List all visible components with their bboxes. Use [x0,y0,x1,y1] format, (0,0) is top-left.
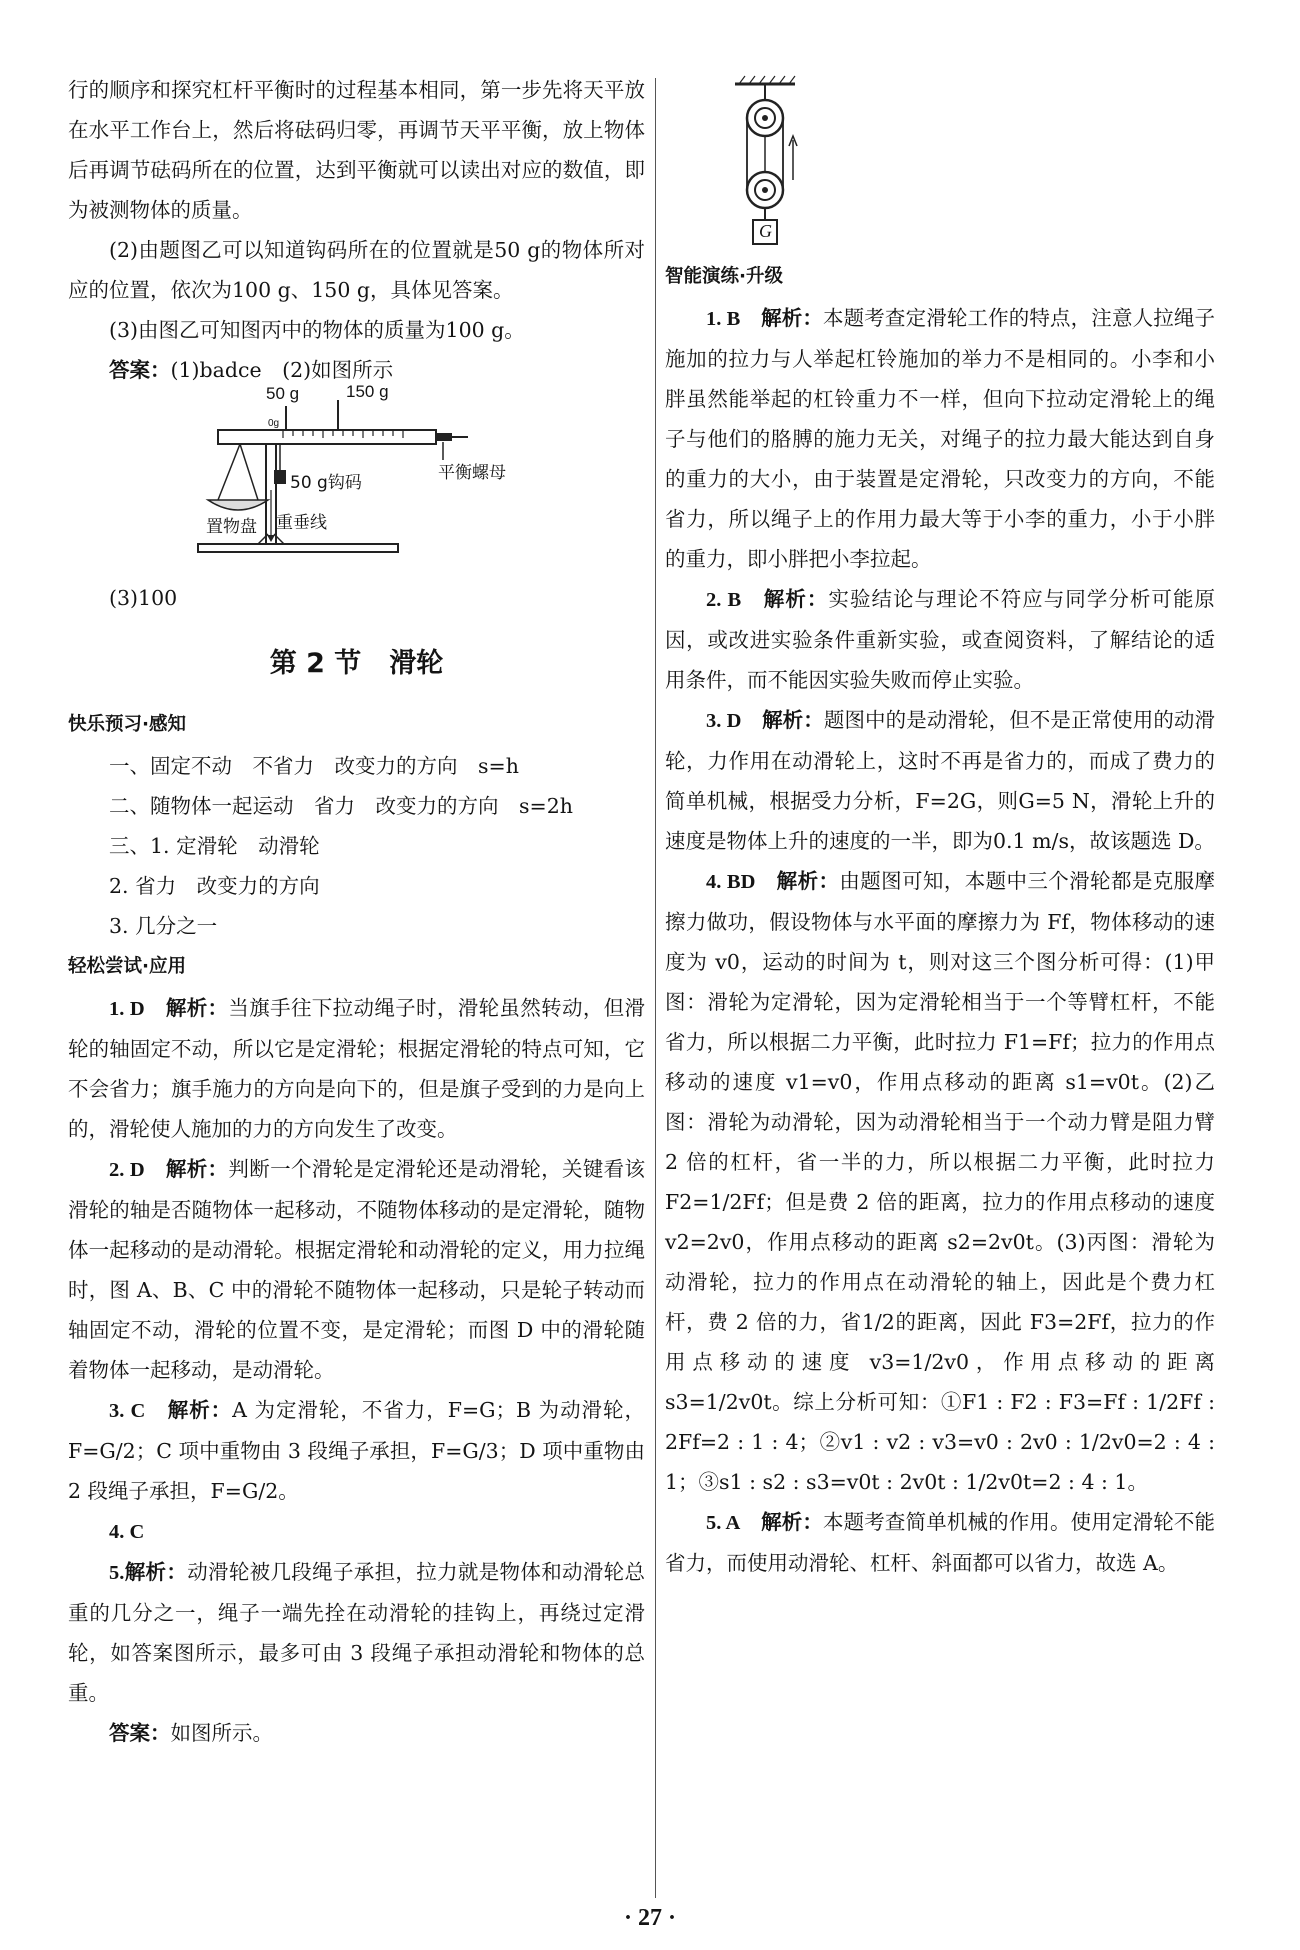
right-column [665,70,1215,1583]
answer-item [665,298,1215,579]
answer-label: 答案： [109,1721,171,1745]
analysis-text: A 为定滑轮，不省力，F=G；B 为动滑轮，F=G/2；C 项中重物由 3 段绳子承担，F=G/3；D 项中重物由 2 段绳子承担，F=G/2。 [68,1398,645,1503]
section-heading: 快乐预习·感知 [68,714,187,735]
item-number: 3. C [109,1400,146,1422]
list-item: 一、固定不动 不省力 改变力的方向 s=h [109,754,519,778]
answer-item [68,1390,645,1511]
left-column [68,70,645,1753]
analysis-label: 解析： [167,1398,233,1422]
analysis-text: 实验结论与理论不符应与同学分析可能原因，或改进实验条件重新实验，或查阅资料，了解结论的适用条件，而不能因实验失败而停止实验。 [665,587,1216,692]
weight-label: G [759,221,772,241]
page-number: · 27 · [623,1905,676,1931]
pulley-figure [665,70,1215,250]
list-item: 3. 几分之一 [109,914,218,938]
item-number: 4. BD [706,871,756,893]
paragraph: (3)100 [109,586,178,610]
label-nut: 平衡螺母 [438,463,506,483]
answer-text: 如图所示。 [170,1721,273,1745]
answer-item [665,861,1215,1502]
item-number: 5. A [706,1512,741,1534]
label-pan: 置物盘 [206,517,257,537]
analysis-label: 解析： [762,708,824,732]
answer-item [68,1149,645,1390]
list-item: 2. 省力 改变力的方向 [109,874,320,898]
section-name: 滑轮 [389,648,444,679]
section-heading: 智能演练·升级 [665,266,784,287]
paragraph: 行的顺序和探究杠杆平衡时的过程基本相同，第一步先将天平放在水平工作台上，然后将砝码归零，再调节天平平衡，放上物体后再调节砝码所在的位置，达到平衡就可以读出对应的数值，即为被测物体的质量。 [68,78,645,222]
analysis-label: 解析： [124,1560,188,1584]
answer-text: (1)badce (2)如图所示 [170,358,394,382]
analysis-text: 本题考查简单机械的作用。使用定滑轮不能省力，而使用动滑轮、杠杆、斜面都可以省力，故选 A。 [665,1510,1215,1575]
item-number: 1. D [109,998,145,1020]
section-heading: 轻松尝试·应用 [68,956,187,977]
label-zero: 0g [268,418,280,429]
analysis-text: 当旗手往下拉动绳子时，滑轮虽然转动，但滑轮的轴固定不动，所以它是定滑轮；根据定滑轮的特点可知，它不会省力；旗手施力的方向是向下的，但是旗子受到的力是向上的，滑轮使人施加的力的方向发生了改变。 [68,996,646,1141]
pulley-diagram [665,70,1215,250]
item-number: 3. D [706,710,742,732]
answer-item [665,579,1215,700]
label-50g: 50 g [266,384,300,403]
answer-item [68,1552,645,1713]
analysis-text: 判断一个滑轮是定滑轮还是动滑轮，关键看该滑轮的轴是否随物体一起移动，不随物体移动的是定滑轮，随物体一起移动的是动滑轮。根据定滑轮和动滑轮的定义，用力拉绳时，图 A、B、C 中的滑轮不随物体一起移动，只是轮子转动而轴固定不动，滑轮的位置不变，是定滑轮；而图 D 中的滑轮随着物体一起移动，是动滑轮。 [68,1157,646,1382]
analysis-text: 动滑轮被几段绳子承担，拉力就是物体和动滑轮总重的几分之一，绳子一端先拴在动滑轮的挂钩上，再绕过定滑轮，如答案图所示，最多可由 3 段绳子承担动滑轮和物体的总重。 [68,1560,646,1705]
label-150g: 150 g [346,382,389,401]
column-divider [655,78,656,1898]
answer-label: 答案： [109,358,171,382]
analysis-label: 解析： [165,1157,229,1181]
item-number: 2. D [109,1159,145,1181]
answer-item [665,1502,1215,1583]
item-number: 5. [109,1562,125,1584]
analysis-label: 解析： [761,1510,824,1534]
label-plumb: 重垂线 [276,513,327,533]
list-item: 三、1. 定滑轮 动滑轮 [109,834,320,858]
section-title [68,624,645,704]
analysis-text: 本题考查定滑轮工作的特点，注意人拉绳子施加的拉力与人举起杠铃施加的举力不是相同的。小李和小胖虽然能举起的杠铃重力不一样，但向下拉动定滑轮上的绳子与他们的胳膊的施力无关，对绳子的拉力最大能达到自身的重力的大小，由于装置是定滑轮，只改变力的方向，不能省力，所以绳子上的作用力最大等于小李的重力，小于小胖的重力，即小胖把小李拉起。 [665,306,1215,571]
label-weight: 50 g钩码 [290,473,362,493]
analysis-text: 由题图可知，本题中三个滑轮都是克服摩擦力做功，假设物体与水平面的摩擦力为 Ff，物体移动的速度为 v0，运动的时间为 t，则对这三个图分析可得：(1)甲图：滑轮为定滑轮，因为定滑轮相当于一个等臂杠杆，不能省力，所以根据二力平衡，此时拉力 F1=Ff；拉力的作用点移动的速度 v1=v0，作用点移动的距离 s1=v0t。(2)乙图：滑轮为动滑轮，因为动滑轮相当于一个动力臂是阻力臂 2 倍的杠杆，省一半的力，所以根据二力平衡，此时拉力 F2=1/2Ff；但是费 2 倍的距离，拉力的作用点移动的速度 v2=2v0，作用点移动的距离 s2=2v0t。(3)丙图：滑轮为动滑轮，拉力的作用点在动滑轮的轴上，因此是个费力杠杆，费 2 倍的力，省1/2的距离，因此 F3=2Ff，拉力的作用点移动的速度 v3=1/2v0，作用点移动的距离 s3=1/2v0t。综上分析可知：①F1 : F2 : F3=Ff : 1/2Ff : 2Ff=2 : 1 : 4；②v1 : v2 : v3=v0 : 2v0 : 1/2v0=2 : 4 : 1；③s1 : s2 : s3=v0t : 2v0t : 1/2v0t=2 : 4 : 1。 [665,869,1216,1494]
section-number: 第 2 节 [269,648,362,679]
list-item: 二、随物体一起运动 省力 改变力的方向 s=2h [109,794,573,818]
balance-figure [68,382,645,560]
analysis-label: 解析： [165,996,229,1020]
answer-item [68,988,645,1149]
answer-item [68,1511,645,1552]
analysis-text: 题图中的是动滑轮，但不是正常使用的动滑轮，力作用在动滑轮上，这时不再是省力的，而成了费力的简单机械，根据受力分析，F=2G，则G=5 N，滑轮上升的速度是物体上升的速度的一半，即为0.1 m/s，故该题选 D。 [665,708,1216,853]
analysis-label: 解析： [776,869,840,893]
analysis-label: 解析： [761,306,824,330]
analysis-label: 解析： [763,587,829,611]
answer-line [68,1713,645,1753]
paragraph: (2)由题图乙可以知道钩码所在的位置就是50 g的物体所对应的位置，依次为100 g、150 g，具体见答案。 [68,238,645,302]
item-number: 4. C [109,1521,145,1543]
paragraph: (3)由图乙可知图丙中的物体的质量为100 g。 [109,318,525,342]
item-number: 1. B [706,308,741,330]
item-number: 2. B [706,589,742,611]
answer-item [665,700,1215,861]
